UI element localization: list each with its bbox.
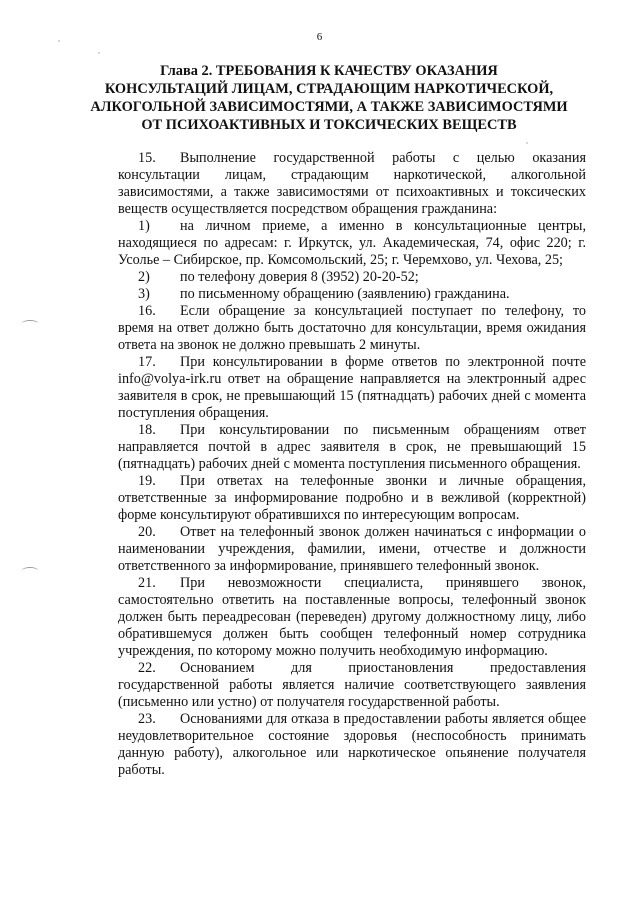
paragraph-text: Основаниями для отказа в предоставлении работы является общее неудовлетворительное состояние здоровья (неспособность принимать данную работу), алкогольное или наркотическое опьянение получателя работы. (118, 711, 586, 778)
paragraph-text: При невозможности специалиста, принявшего звонок, самостоятельно ответить на поставленные вопросы, телефонный звонок должен быть переадресован (переведен) другому должностному лицу, либо обратившемуся должен быть сообщен телефонный номер сотрудника учреждения, по которому можно получить необходимую информацию. (118, 575, 586, 659)
paragraph-number: 21. (138, 575, 156, 591)
page-number: 6 (316, 31, 323, 43)
scan-margin-mark (22, 320, 38, 327)
paragraph-15 (118, 150, 586, 218)
paragraph-number: 23. (138, 711, 156, 727)
paragraph-number: 20. (138, 524, 156, 540)
paragraph-number: 19. (138, 473, 156, 489)
scan-speck (58, 40, 60, 42)
paragraph-23 (118, 711, 586, 779)
paragraph-number: 18. (138, 422, 156, 438)
chapter-title-line: АЛКОГОЛЬНОЙ ЗАВИСИМОСТЯМИ, А ТАКЖЕ ЗАВИСИМОСТЯМИ (90, 99, 568, 115)
paragraph-text: При консультировании в форме ответов по электронной почте info@volya-irk.ru ответ на обращение направляется на электронный адрес заявителя в срок, не превышающий 15 (пятнадцать) рабочих дней с момента поступления обращения. (118, 354, 586, 421)
chapter-title-line: КОНСУЛЬТАЦИЙ ЛИЦАМ, СТРАДАЮЩИМ НАРКОТИЧЕСКОЙ, (104, 81, 554, 97)
paragraph-text: При консультировании по письменным обращениям ответ направляется почтой в адрес заявителя в срок, не превышающий 15 (пятнадцать) рабочих дней с момента поступления письменного обращения. (118, 422, 586, 472)
paragraph-number: 15. (138, 150, 156, 166)
list-item-3 (118, 286, 586, 303)
list-item-2 (118, 269, 586, 286)
paragraph-16 (118, 303, 586, 354)
paragraph-17 (118, 354, 586, 422)
paragraph-text: Выполнение государственной работы с целью оказания консультации лицам, страдающим наркотической, алкогольной зависимостями, а также зависимостями от психоактивных и токсических веществ осуществляется посредством обращения гражданина: (118, 150, 586, 217)
list-marker: 2) (138, 269, 150, 285)
scan-speck (526, 142, 528, 144)
paragraph-21 (118, 575, 586, 660)
paragraph-text: При ответах на телефонные звонки и личные обращения, ответственные за информирование подробно и в вежливой (корректной) форме консультируют обратившихся по интересующим вопросам. (118, 473, 586, 523)
paragraph-text: Основанием для приостановления предоставления государственной работы является наличие соответствующего заявления (письменно или устно) от получателя государственной работы. (118, 660, 586, 710)
scan-margin-mark (22, 567, 38, 574)
list-marker: 3) (138, 286, 150, 302)
scan-speck (98, 52, 100, 54)
list-item-1 (118, 218, 586, 269)
paragraph-text: Если обращение за консультацией поступает по телефону, то время на ответ должно быть достаточно для консультации, время ожидания ответа на звонок не должно превышать 2 минуты. (118, 303, 586, 353)
paragraph-18 (118, 422, 586, 473)
chapter-title-line: ОТ ПСИХОАКТИВНЫХ И ТОКСИЧЕСКИХ ВЕЩЕСТВ (141, 117, 517, 133)
chapter-title-line: Глава 2. ТРЕБОВАНИЯ К КАЧЕСТВУ ОКАЗАНИЯ (160, 63, 498, 79)
paragraph-number: 22. (138, 660, 156, 676)
paragraph-number: 16. (138, 303, 156, 319)
chapter-title (84, 62, 574, 134)
paragraph-20 (118, 524, 586, 575)
list-item-text: по письменному обращению (заявлению) гражданина. (180, 286, 510, 302)
paragraph-19 (118, 473, 586, 524)
list-marker: 1) (138, 218, 150, 234)
paragraph-22 (118, 660, 586, 711)
list-item-text: на личном приеме, а именно в консультационные центры, находящиеся по адресам: г. Иркутск, ул. Академическая, 74, офис 220; г. Усолье – Сибирское, пр. Комсомольский, 25; г. Черемхово, ул. Чехова, 25; (118, 218, 586, 268)
paragraph-text: Ответ на телефонный звонок должен начинаться с информации о наименовании учреждения, фамилии, имени, отчестве и должности ответственного за информирование, принявшего телефонный звонок. (118, 524, 586, 574)
paragraph-number: 17. (138, 354, 156, 370)
document-body (118, 150, 586, 779)
list-item-text: по телефону доверия 8 (3952) 20-20-52; (180, 269, 419, 285)
